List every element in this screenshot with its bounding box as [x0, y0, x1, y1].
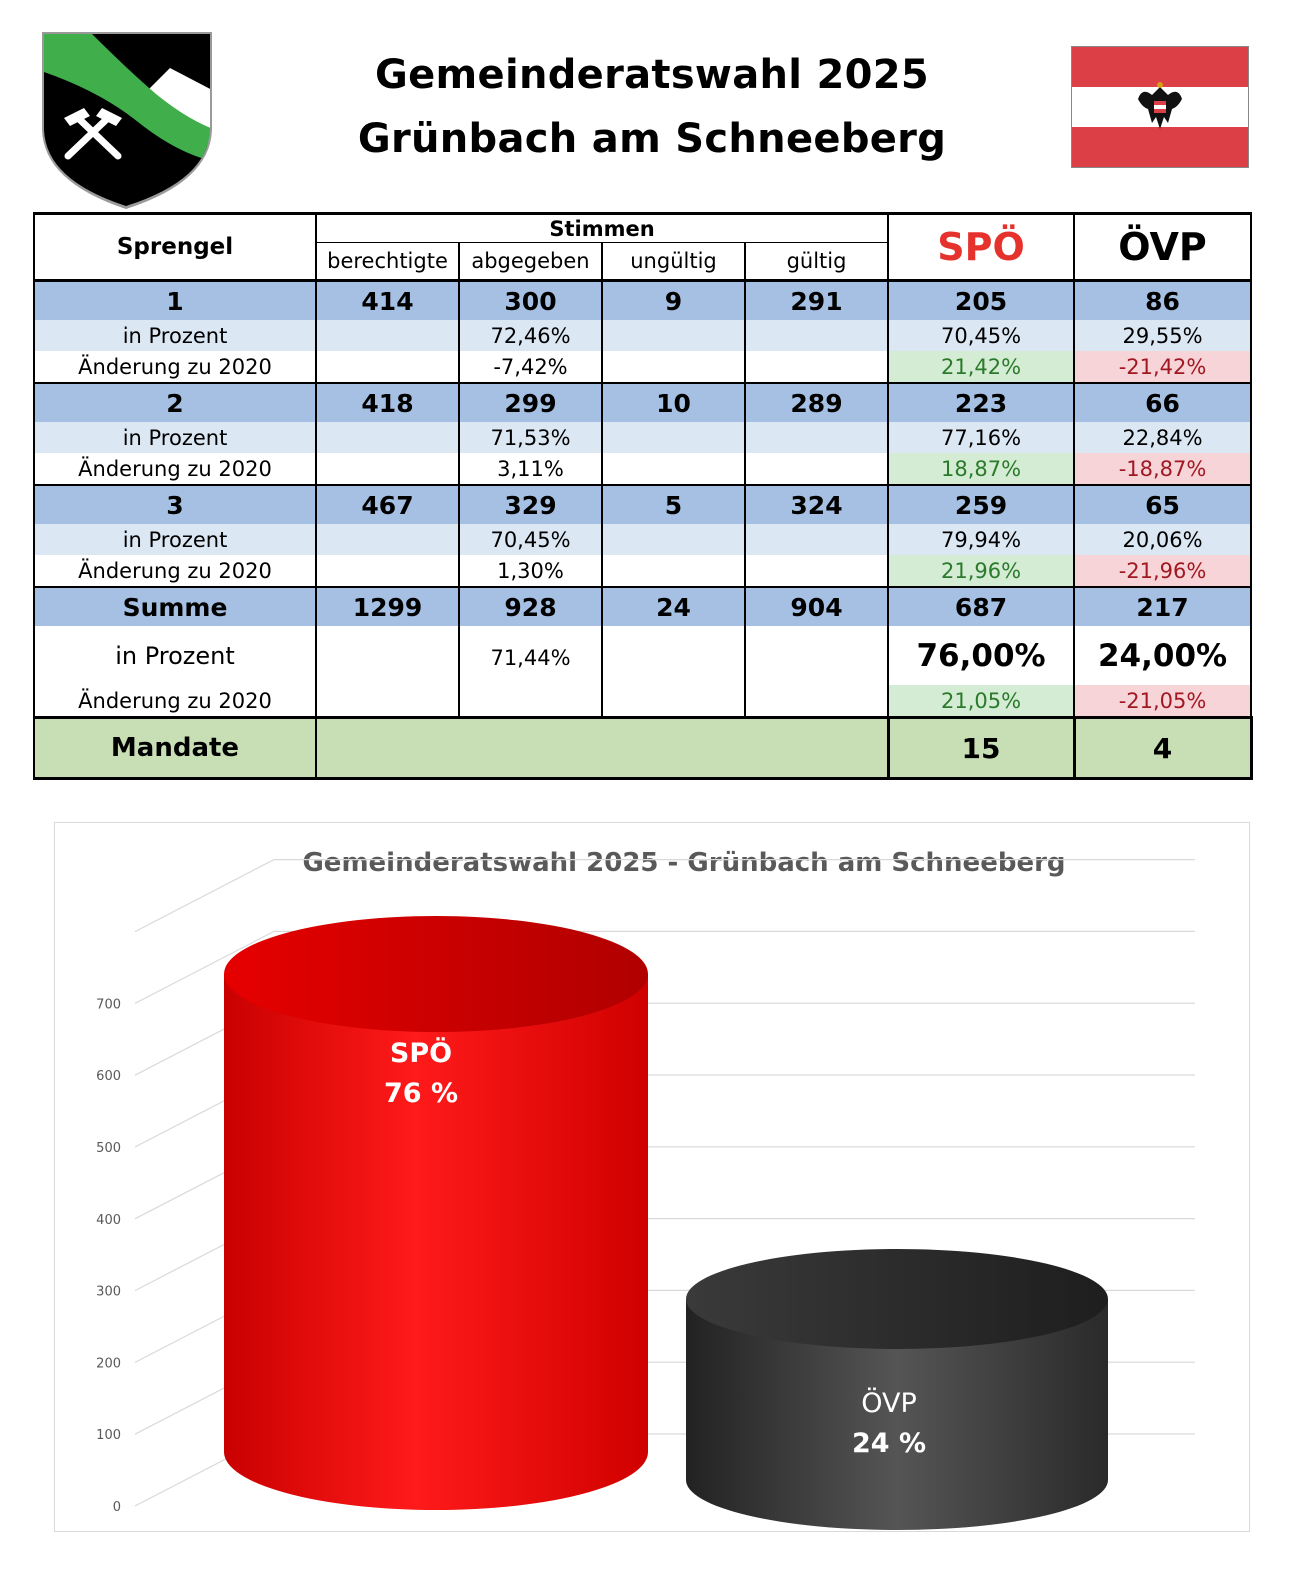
y-tick-label: 600 [96, 1069, 121, 1085]
cell-pct-abgegeben: 71,53% [459, 422, 602, 453]
cell-gueltig: 291 [745, 281, 888, 321]
coat-of-arms-icon [38, 30, 216, 214]
y-tick-label: 300 [96, 1284, 121, 1300]
table-row [34, 383, 1251, 422]
results-table [33, 212, 1253, 780]
table-row [34, 555, 1251, 587]
cell-pct-oevp: 29,55% [1074, 320, 1251, 351]
cell-chg-spoe: 21,96% [888, 555, 1074, 587]
cell-sprengel: 2 [34, 383, 316, 422]
header-ungueltig: ungültig [602, 243, 745, 281]
cell-abgegeben: 928 [459, 587, 602, 626]
cell-abgegeben: 299 [459, 383, 602, 422]
cell-pct-spoe: 70,45% [888, 320, 1074, 351]
cell-oevp: 86 [1074, 281, 1251, 321]
cell-spoe: 205 [888, 281, 1074, 321]
cell-mandate-label: Mandate [34, 718, 316, 779]
cell-spoe: 223 [888, 383, 1074, 422]
cell-label: Änderung zu 2020 [34, 685, 316, 718]
cell-pct-abgegeben: 70,45% [459, 524, 602, 555]
cell-chg-spoe: 21,42% [888, 351, 1074, 383]
cell-chg-oevp: -21,96% [1074, 555, 1251, 587]
bar-label-name: ÖVP [861, 1388, 917, 1419]
cell-berechtigte: 414 [316, 281, 459, 321]
table-row [34, 626, 1251, 685]
cell-oevp: 65 [1074, 485, 1251, 524]
bar-top [686, 1249, 1108, 1349]
cell-chg-oevp: -21,05% [1074, 685, 1251, 718]
page-title: Gemeinderatswahl 2025 [374, 52, 930, 98]
bar-sp [224, 916, 648, 1510]
chart-title: Gemeinderatswahl 2025 - Grünbach am Schneeberg [302, 848, 1066, 878]
cell-summe-label: Summe [34, 587, 316, 626]
cell-pct-oevp: 20,06% [1074, 524, 1251, 555]
table-row [34, 351, 1251, 383]
table-row [34, 685, 1251, 718]
cell-berechtigte: 1299 [316, 587, 459, 626]
cell-pct-oevp: 22,84% [1074, 422, 1251, 453]
cell-gueltig: 904 [745, 587, 888, 626]
page-subtitle: Grünbach am Schneeberg [357, 116, 947, 162]
cell-chg-spoe: 18,87% [888, 453, 1074, 485]
cell-oevp: 217 [1074, 587, 1251, 626]
table-row [34, 524, 1251, 555]
cell-pct-abgegeben: 71,44% [459, 626, 602, 685]
header-berechtigte: berechtigte [316, 243, 459, 281]
cell-label: in Prozent [34, 422, 316, 453]
cell-abgegeben: 329 [459, 485, 602, 524]
cell-pct-spoe: 77,16% [888, 422, 1074, 453]
cell-label: in Prozent [34, 626, 316, 685]
cell-label: Änderung zu 2020 [34, 351, 316, 383]
cell-pct-abgegeben: 72,46% [459, 320, 602, 351]
y-tick-label: 0 [112, 1500, 121, 1515]
cell-chg-spoe: 21,05% [888, 685, 1074, 718]
header-spoe: SPÖ [888, 214, 1074, 281]
austrian-flag-icon [1071, 46, 1249, 172]
cell-pct-oevp: 24,00% [1074, 626, 1251, 685]
bar-label-name: SPÖ [389, 1038, 453, 1069]
cell-ungueltig: 5 [602, 485, 745, 524]
bar-top [224, 916, 648, 1032]
cell-gueltig: 289 [745, 383, 888, 422]
header-oevp: ÖVP [1074, 214, 1251, 281]
cell-pct-spoe: 79,94% [888, 524, 1074, 555]
y-tick-label: 200 [96, 1356, 121, 1372]
header-sprengel: Sprengel [34, 214, 316, 281]
cell-berechtigte: 467 [316, 485, 459, 524]
cell-spoe: 259 [888, 485, 1074, 524]
bar-chart [54, 822, 1248, 1530]
bar-label-percent: 24 % [851, 1428, 927, 1459]
cell-label: in Prozent [34, 320, 316, 351]
cell-abgegeben: 300 [459, 281, 602, 321]
header-stimmen: Stimmen [316, 214, 888, 243]
y-tick-label: 400 [96, 1212, 121, 1228]
cell-pct-spoe: 76,00% [888, 626, 1074, 685]
cell-sprengel: 3 [34, 485, 316, 524]
cell-ungueltig: 9 [602, 281, 745, 321]
cell-oevp: 66 [1074, 383, 1251, 422]
header-gueltig: gültig [745, 243, 888, 281]
y-tick-label: 500 [96, 1141, 121, 1156]
cell-label: Änderung zu 2020 [34, 453, 316, 485]
cell-gueltig: 324 [745, 485, 888, 524]
cell-mandate-spoe: 15 [888, 718, 1074, 779]
gridline-diagonal [135, 860, 274, 932]
table-row [34, 281, 1251, 321]
cell-spoe: 687 [888, 587, 1074, 626]
table-row [34, 453, 1251, 485]
table-row-summe [34, 587, 1251, 626]
table-row [34, 320, 1251, 351]
bar-label-percent: 76 % [383, 1078, 459, 1109]
cell-ungueltig: 10 [602, 383, 745, 422]
cell-label: Änderung zu 2020 [34, 555, 316, 587]
header-abgegeben: abgegeben [459, 243, 602, 281]
cell-chg-oevp: -18,87% [1074, 453, 1251, 485]
cell-label: in Prozent [34, 524, 316, 555]
cell-chg-oevp: -21,42% [1074, 351, 1251, 383]
y-tick-label: 700 [96, 997, 121, 1013]
cell-sprengel: 1 [34, 281, 316, 321]
cell-chg-abgegeben: 3,11% [459, 453, 602, 485]
y-tick-label: 100 [96, 1428, 121, 1444]
table-row-mandate [34, 718, 1251, 779]
cell-chg-abgegeben: -7,42% [459, 351, 602, 383]
cell-berechtigte: 418 [316, 383, 459, 422]
table-row [34, 422, 1251, 453]
cell-mandate-oevp: 4 [1074, 718, 1251, 779]
cell-chg-abgegeben: 1,30% [459, 555, 602, 587]
table-row [34, 485, 1251, 524]
cell-ungueltig: 24 [602, 587, 745, 626]
